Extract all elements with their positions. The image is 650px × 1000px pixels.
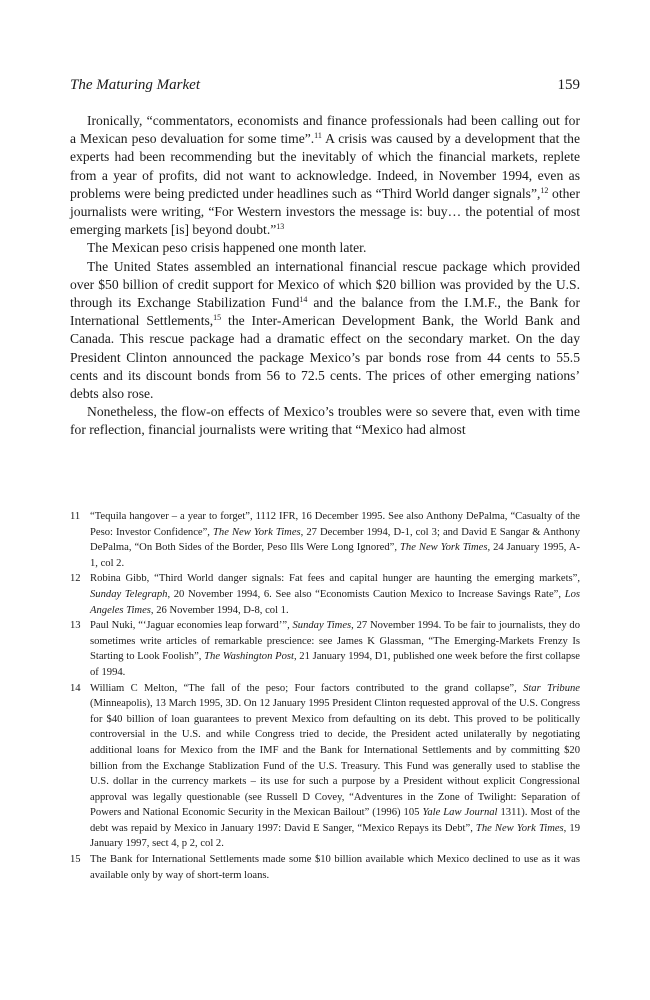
footnote-source-title: The New York Times, xyxy=(400,542,491,554)
footnote-text: Paul Nuki, “‘Jaguar economies leap forward’”, xyxy=(90,620,293,632)
footnote-text: , 20 November 1994, 6. See also “Economists Caution Mexico to Increase Savings Rate”, xyxy=(167,588,565,600)
footnote-source-title: Star Tribune xyxy=(523,682,580,694)
body-text xyxy=(70,112,580,440)
footnote-source-title: The New York Times xyxy=(213,526,301,538)
page-number: 159 xyxy=(557,77,580,93)
footnote-number: 13 xyxy=(70,620,81,632)
footnote-13 xyxy=(70,618,580,680)
paragraph-1-text-b: A crisis was caused by a development that the experts had been recommending but the inevitably of which the financial markets, replete from a year of profits, did not want to acknowledge. Indeed, in November 1994, even as problems were being predicted under headlines such as “Third World danger signals”, xyxy=(70,131,580,201)
footnote-text: , 27 December 1994, D-1, col 3; and David E Sangar & Anthony DePalma, “On Both Sides of the Border, Peso Ills Were Long Ignored”, xyxy=(90,526,581,554)
paragraph-1 xyxy=(70,112,580,239)
footnote-source-title: Sunday Times xyxy=(292,620,352,632)
footnote-ref-13: 13 xyxy=(276,222,285,232)
footnote-source-title: Sunday Telegraph xyxy=(90,588,168,600)
footnote-ref-11: 11 xyxy=(314,131,322,141)
footnote-ref-15: 15 xyxy=(213,313,222,323)
running-header xyxy=(70,77,580,97)
footnote-source-title: The New York Times xyxy=(475,822,564,834)
paragraph-2: The Mexican peso crisis happened one month later. xyxy=(87,240,367,256)
paragraph-3-text-c: the Inter-American Development Bank, the World Bank and Canada. This rescue package had a dramatic effect on the secondary market. On the day President Clinton announced the package Mexico’s par bonds rose from 44 cents to 55.5 cents and its discount bonds from 56 to 72.5 cents. The prices of other emerging nations’ debts also rose. xyxy=(70,313,580,402)
footnote-source-title: Yale Law Journal xyxy=(422,807,498,819)
paragraph-1-text-c: other journalists were writing, “For Western investors the message is: buy… the potential of most emerging markets [is] beyond doubt.” xyxy=(70,185,580,238)
footnote-11 xyxy=(70,509,580,571)
footnote-ref-14: 14 xyxy=(299,295,308,305)
footnote-12 xyxy=(70,571,580,618)
paragraph-3-text-a: The United States assembled an international financial rescue package which provided over $50 billion of credit support for Mexico of which $20 billion was provided by the U.S. through its Exchange Stabilization Fund xyxy=(70,258,580,311)
footnote-source-title: The Washington Post xyxy=(204,651,294,663)
footnote-text: (Minneapolis), 13 March 1995, 3D. On 12 January 1995 President Clinton requested approval of the U.S. Congress for $40 billion of loan guarantees to prevent Mexico from defaulting on its debt. This proved to be politically controversial in the U.S. and while Congress tried to decide, the President acted unilaterally by negotiating additional loans for Mexico from the IMF and the Bank for International Settlements and by committing $20 billion from the Exchange Stablization Fund of the U.S. Treasury. This Fund was generally used to stablise the U.S. dollar in the currency markets – its use for such a purpose by a President without explicit Congressional approval was legally questionable (see Russell D Covey, “Adventures in the Zone of Twilight: Separation of Powers and National Economic Security in the Mexican Bailout” (1996) 105 xyxy=(90,698,580,819)
footnote-text: “Tequila hangover – a year to forget”, 1112 IFR, 16 December 1995. See also Anthony DePalma, “Casualty of the Peso: Investor Confidence”, xyxy=(90,511,580,538)
footnote-text: , 21 January 1994, D1, published one week before the first collapse of 1994. xyxy=(90,651,580,678)
footnote-text: The Bank for International Settlements made some $10 billion available which Mexico declined to use as it was available only by way of short-term loans. xyxy=(90,854,580,881)
running-title: The Maturing Market xyxy=(70,77,200,93)
footnote-text: , 26 November 1994, D-8, col 1. xyxy=(150,604,289,616)
footnote-number: 15 xyxy=(70,854,81,866)
footnote-number: 12 xyxy=(70,573,81,585)
footnote-text: William C Melton, “The fall of the peso; Four factors contributed to the grand collapse”, xyxy=(90,682,524,694)
paragraph-3 xyxy=(70,258,580,404)
footnote-text: , 27 November 1994. To be fair to journalists, they do sometimes write articles of remarkable prescience: see James K Glassman, “The Emerging-Markets Frenzy Is Starting to Look Foolish”, xyxy=(90,620,580,663)
footnote-14 xyxy=(70,681,580,853)
footnote-number: 14 xyxy=(70,682,81,694)
footnote-text: Robina Gibb, “Third World danger signals: Fat fees and capital hunger are haunting the emerging markets”, xyxy=(90,573,580,585)
footnote-text: 1311). Most of the debt was repaid by Mexico in January 1997: David E Sanger, “Mexico Repays its Debt”, xyxy=(90,807,580,834)
footnote-text: 24 January 1995, A-1, col 2. xyxy=(90,542,580,569)
footnote-15 xyxy=(70,852,580,883)
paragraph-3-text-b: and the balance from the I.M.F., the Bank for International Settlements, xyxy=(70,295,580,329)
footnote-ref-12: 12 xyxy=(540,185,549,195)
paragraph-1-text-a: Ironically, “commentators, economists and finance professionals had been calling out for a Mexican peso devaluation for some time”. xyxy=(70,113,580,147)
footnote-number: 11 xyxy=(70,511,81,522)
footnotes xyxy=(70,509,580,883)
footnote-text: , 19 January 1997, sect 4, p 2, col 2. xyxy=(90,822,580,850)
paragraph-4: Nonetheless, the flow-on effects of Mexico’s troubles were so severe that, even with time for reflection, financial journalists were writing that “Mexico had almost xyxy=(70,404,580,438)
footnote-source-title: Los Angeles Times xyxy=(90,588,580,616)
